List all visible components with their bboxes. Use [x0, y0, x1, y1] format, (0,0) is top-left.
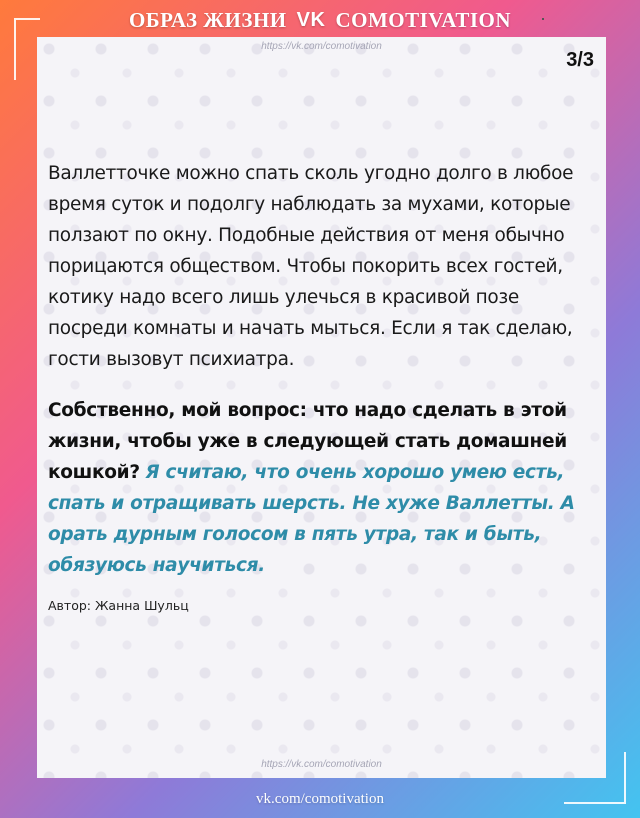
answer-text: Я считаю, что очень хорошо умею есть, спать и отращивать шерсть. Не хуже Валлетты. А орать дурным голосом в пять утра, так и быть, обязуюсь научиться. [48, 462, 575, 576]
decorative-dot [542, 18, 544, 20]
page-counter: 3/3 [566, 49, 594, 71]
footer-link[interactable]: vk.com/comotivation [256, 791, 384, 807]
watermark-bottom: https://vk.com/comotivation [261, 759, 382, 770]
story-paragraph: Валлетточке можно спать сколь угодно долго в любое время суток и подолгу наблюдать за мухами, которые ползают по окну. Подобные действия от меня обычно порицаются обществом. Чтобы покорить всех гостей, котику надо всего лишь улечься в красивой позе посреди комнаты и начать мыться. Если я так сделаю, гости вызовут психиатра. [48, 163, 574, 370]
author-credit: Автор: Жанна Шульц [48, 598, 189, 613]
vk-logo-icon: VK [296, 8, 326, 31]
content-card [37, 37, 606, 778]
question-paragraph [48, 395, 596, 581]
watermark-top: https://vk.com/comotivation [261, 41, 382, 52]
brand-header [0, 6, 640, 34]
question-text: Собственно, мой вопрос: что надо сделать в этой жизни, чтобы уже в следующей стать домашней кошкой? [48, 400, 567, 483]
brand-name-right: COMOTIVATION [335, 7, 512, 32]
brand-name-left: ОБРАЗ ЖИЗНИ [128, 7, 287, 32]
